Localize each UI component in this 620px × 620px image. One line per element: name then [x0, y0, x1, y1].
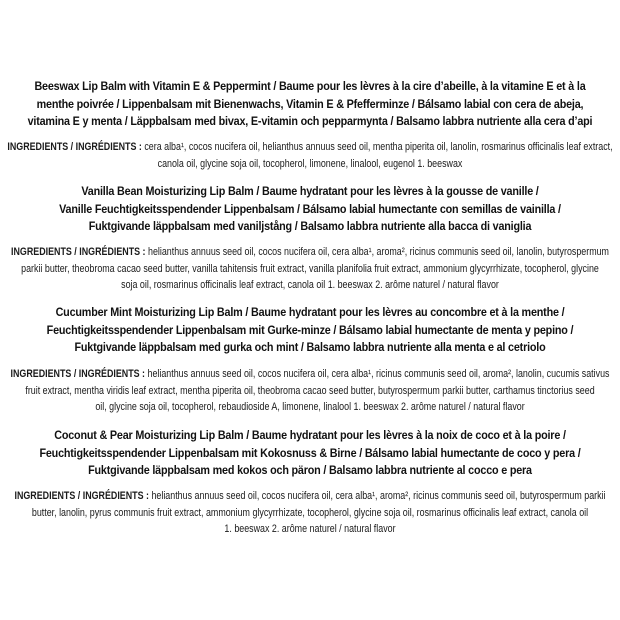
- ingredients-list: cera alba¹, cocos nucifera oil, helianthus annuus seed oil, mentha piperita oil, lanolin, rosmarinus officinalis leaf extract,: [141, 141, 613, 153]
- ingredients-line: 1. beeswax 2. arôme naturel / natural flavor: [224, 523, 396, 536]
- product-coconut-pear: [6, 427, 614, 480]
- ingredients-label: INGREDIENTS / INGRÉDIENTS :: [10, 368, 146, 380]
- product-title: [27, 183, 592, 236]
- title-line: Feuchtigkeitsspendender Lippenbalsam mit Gurke-minze / Bálsamo labial humectante de menta y pepino /: [46, 323, 574, 337]
- ingredients-line: canola oil, glycine soja oil, tocopherol, limonene, linalool, eugenol 1. beeswax: [157, 157, 463, 170]
- ingredients-text: [6, 366, 614, 416]
- ingredients-line: [6, 139, 614, 156]
- ingredients-text: [6, 488, 614, 538]
- ingredients-cucumber-mint: [6, 366, 614, 416]
- ingredients-beeswax: [6, 139, 614, 172]
- ingredients-text: [6, 244, 614, 294]
- ingredients-line: butter, lanolin, pyrus communis fruit extract, ammonium glycyrrhizate, tocopherol, glycine soja oil, rosmarinus officinalis leaf extract, canola oil: [31, 506, 589, 519]
- product-beeswax: [6, 78, 614, 131]
- product-cucumber-mint: [6, 304, 614, 357]
- title-line: vitamina E y menta / Läppbalsam med bivax, E-vitamin och pepparmynta / Balsamo labbra nutriente alla cera d’api: [27, 115, 593, 128]
- title-line: Vanille Feuchtigkeitsspendender Lippenbalsam / Bálsamo labial humectante con semillas de vainilla /: [59, 202, 561, 216]
- ingredients-vanilla-bean: [6, 244, 614, 294]
- ingredients-line: parkii butter, theobroma cacao seed butter, vanilla tahitensis fruit extract, vanilla planifolia fruit extract, ammonium glycyrrhizate, tocopherol, glycine: [21, 262, 599, 275]
- ingredients-list: helianthus annuus seed oil, cocos nucifera oil, cera alba¹, aroma², ricinus communis seed oil, butyrospermum parkii: [148, 490, 606, 502]
- ingredients-label: INGREDIENTS / INGRÉDIENTS :: [7, 141, 142, 153]
- title-line: Cucumber Mint Moisturizing Lip Balm / Baume hydratant pour les lèvres au concombre et à la menthe /: [55, 306, 565, 319]
- product-title: [27, 78, 592, 131]
- ingredients-text: [6, 139, 614, 172]
- ingredients-list: helianthus annuus seed oil, cocos nucifera oil, cera alba¹, aroma², ricinus communis seed oil, lanolin, butyrospermum: [145, 246, 609, 258]
- title-line: Fuktgivande läppbalsam med gurka och mint / Balsamo labbra nutriente alla menta e al cetriolo: [74, 341, 546, 354]
- ingredients-line: [6, 488, 614, 505]
- ingredients-label: INGREDIENTS / INGRÉDIENTS :: [11, 246, 146, 258]
- ingredients-line: soja oil, rosmarinus officinalis leaf extract, canola oil 1. beeswax 2. arôme naturel / natural flavor: [121, 279, 499, 292]
- product-title: [27, 427, 592, 480]
- title-line: Feuchtigkeitsspendender Lippenbalsam mit Kokosnuss & Birne / Bálsamo labial humectante de coco y pera /: [39, 446, 581, 460]
- product-vanilla-bean: [6, 183, 614, 236]
- ingredients-line: [6, 244, 614, 261]
- ingredients-label: INGREDIENTS / INGRÉDIENTS :: [14, 490, 149, 502]
- ingredients-list: helianthus annuus seed oil, cocos nucifera oil, cera alba¹, ricinus communis seed oil, aroma², lanolin, cucumis sativus: [145, 368, 610, 380]
- title-line: Coconut & Pear Moisturizing Lip Balm / Baume hydratant pour les lèvres à la noix de coco et à la poire /: [54, 429, 566, 442]
- title-line: menthe poivrée / Lippenbalsam mit Bienenwachs, Vitamin E & Pfefferminze / Bálsamo labial con cera de abeja,: [36, 97, 584, 111]
- title-line: Vanilla Bean Moisturizing Lip Balm / Baume hydratant pour les lèvres à la gousse de vanille /: [81, 185, 539, 198]
- ingredients-line: oil, glycine soja oil, tocopherol, rebaudioside A, limonene, linalool 1. beeswax 2. arôme naturel / natural flavor: [95, 401, 525, 414]
- title-line: Fuktgivande läppbalsam med vaniljstång / Balsamo labbra nutriente alla bacca di vaniglia: [88, 220, 532, 233]
- title-line: Beeswax Lip Balm with Vitamin E & Peppermint / Baume pour les lèvres à la cire d’abeille, à la vitamine E et à la: [34, 80, 586, 93]
- ingredients-line: [6, 366, 614, 383]
- ingredients-coconut-pear: [6, 488, 614, 538]
- ingredients-line: fruit extract, mentha viridis leaf extract, mentha piperita oil, theobroma cacao seed butter, butyrospermum parkii butter, carthamus tinctorius seed: [25, 384, 595, 397]
- title-line: Fuktgivande läppbalsam med kokos och päron / Balsamo labbra nutriente al cocco e pera: [88, 464, 532, 477]
- product-title: [27, 304, 592, 357]
